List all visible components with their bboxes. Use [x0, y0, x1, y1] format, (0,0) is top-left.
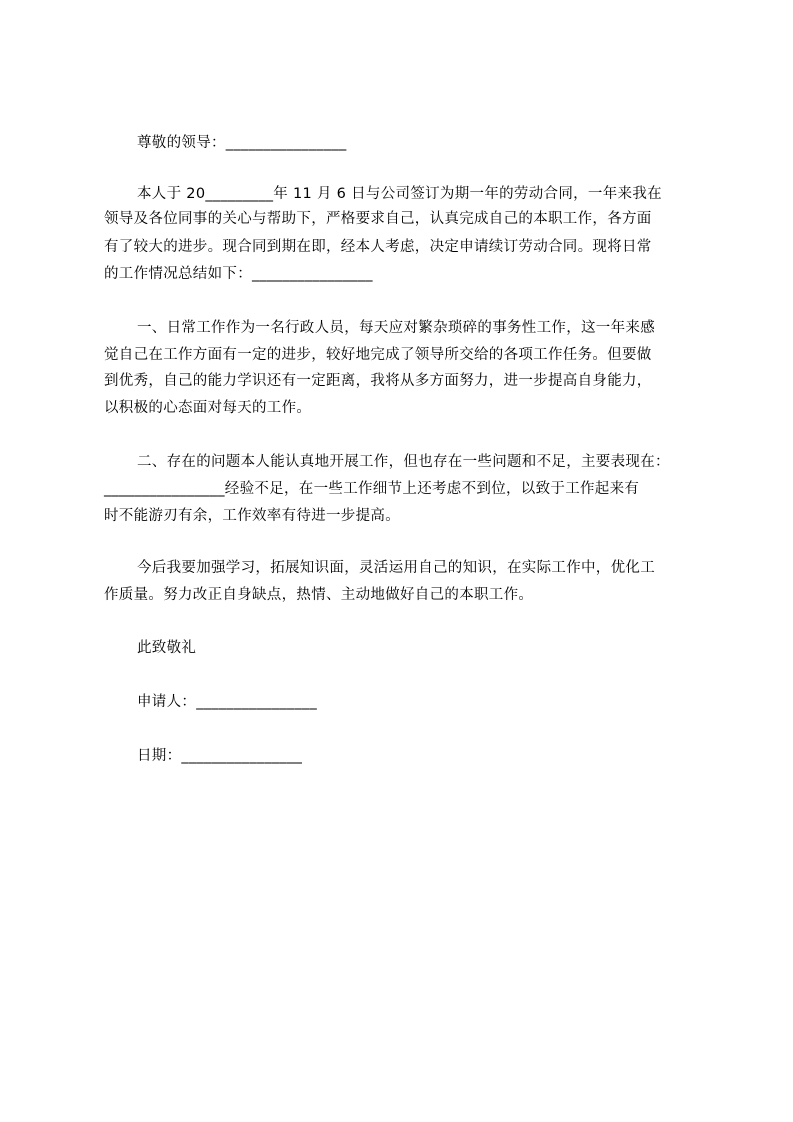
para3-line2: ________________经验不足，在一些工作细节上还考虑不到位，以致于工作起来有: [104, 481, 640, 497]
para4-line2: 作质量。努力改正自身缺点，热情、主动地做好自己的本职工作。: [104, 587, 534, 603]
para1-line2: 领导及各位同事的关心与帮助下，严格要求自己，认真完成自己的本职工作，各方面: [104, 211, 652, 227]
salutation: 尊敬的领导：________________: [137, 135, 347, 151]
para2-line2: 觉自己在工作方面有一定的进步，较好地完成了领导所交给的各项工作任务。但要做: [104, 347, 652, 363]
para2-line1: 一、日常工作作为一名行政人员，每天应对繁杂琐碎的事务性工作，这一年来感: [137, 320, 655, 336]
para3-line1: 二、存在的问题本人能认真地开展工作，但也存在一些问题和不足，主要表现在：: [137, 454, 670, 470]
closing: 此致敬礼: [137, 640, 197, 656]
para4-line1: 今后我要加强学习，拓展知识面，灵活运用自己的知识，在实际工作中，优化工: [137, 560, 655, 576]
para2-line4: 以积极的心态面对每天的工作。: [104, 400, 312, 416]
para1-line1: 本人于 20_________年 11 月 6 日与公司签订为期一年的劳动合同，一年来我在: [137, 186, 662, 202]
para1-line4: 的工作情况总结如下：________________: [104, 266, 373, 282]
date-line: 日期：________________: [137, 748, 303, 764]
para2-line3: 到优秀，自己的能力学识还有一定距离，我将从多方面努力，进一步提高自身能力，: [104, 373, 652, 389]
para3-line3: 时不能游刃有余，工作效率有待进一步提高。: [104, 508, 400, 524]
applicant-line: 申请人：________________: [137, 694, 317, 710]
para1-line3: 有了较大的进步。现合同到期在即，经本人考虑，决定申请续订劳动合同。现将日常: [104, 239, 652, 255]
